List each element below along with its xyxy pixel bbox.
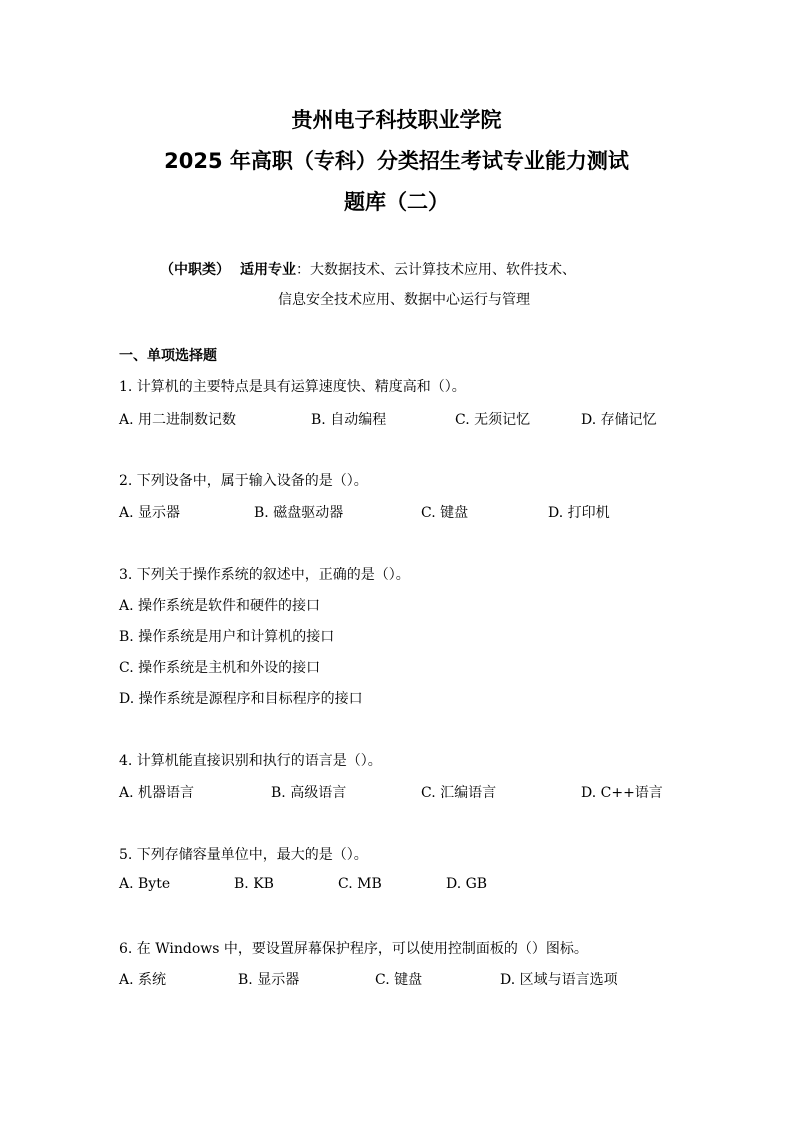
q2-option-d: D. 打印机: [548, 505, 610, 521]
meta-line-1: [160, 259, 576, 279]
q2-option-c: C. 键盘: [421, 505, 469, 521]
q4-option-d: D. C++语言: [581, 785, 663, 801]
majors-line-1: ：大数据技术、云计算技术应用、软件技术、: [296, 262, 576, 278]
q4-option-c: C. 汇编语言: [421, 785, 497, 801]
q6-option-b: B. 显示器: [238, 972, 300, 988]
bank-title: 题库（二）: [344, 190, 449, 214]
q1-option-d: D. 存储记忆: [581, 412, 657, 428]
question-6: 6. 在 Windows 中，要设置屏幕保护程序，可以使用控制面板的（）图标。: [119, 941, 588, 957]
q2-option-b: B. 磁盘驱动器: [254, 505, 344, 521]
q5-option-c: C. MB: [338, 876, 382, 892]
q4-option-b: B. 高级语言: [271, 785, 347, 801]
exam-title: 2025 年高职（专科）分类招生考试专业能力测试: [164, 149, 629, 173]
question-2: 2. 下列设备中，属于输入设备的是（）。: [119, 473, 368, 489]
q2-option-a: A. 显示器: [119, 505, 181, 521]
category-label: （中职类）: [160, 262, 230, 278]
school-title: 贵州电子科技职业学院: [291, 108, 502, 132]
q3-option-b: B. 操作系统是用户和计算机的接口: [119, 629, 335, 645]
question-4: 4. 计算机能直接识别和执行的语言是（）。: [119, 753, 382, 769]
q4-option-a: A. 机器语言: [119, 785, 195, 801]
question-3: 3. 下列关于操作系统的叙述中，正确的是（）。: [119, 567, 410, 583]
q3-option-a: A. 操作系统是软件和硬件的接口: [119, 598, 321, 614]
q5-option-b: B. KB: [234, 876, 274, 892]
question-5: 5. 下列存储容量单位中，最大的是（）。: [119, 847, 368, 863]
q3-option-d: D. 操作系统是源程序和目标程序的接口: [119, 691, 363, 707]
q1-option-b: B. 自动编程: [311, 412, 387, 428]
question-1: 1. 计算机的主要特点是具有运算速度快、精度高和（）。: [119, 379, 466, 395]
q1-option-c: C. 无须记忆: [455, 412, 531, 428]
q6-option-c: C. 键盘: [375, 972, 423, 988]
q3-option-c: C. 操作系统是主机和外设的接口: [119, 660, 321, 676]
q6-option-a: A. 系统: [119, 972, 167, 988]
majors-line-2: 信息安全技术应用、数据中心运行与管理: [278, 292, 530, 308]
applicable-label: 适用专业: [240, 262, 296, 278]
q5-option-d: D. GB: [446, 876, 488, 892]
q5-option-a: A. Byte: [119, 876, 171, 892]
q6-option-d: D. 区域与语言选项: [500, 972, 618, 988]
q1-option-a: A. 用二进制数记数: [119, 412, 237, 428]
section-title: 一、单项选择题: [119, 348, 217, 364]
